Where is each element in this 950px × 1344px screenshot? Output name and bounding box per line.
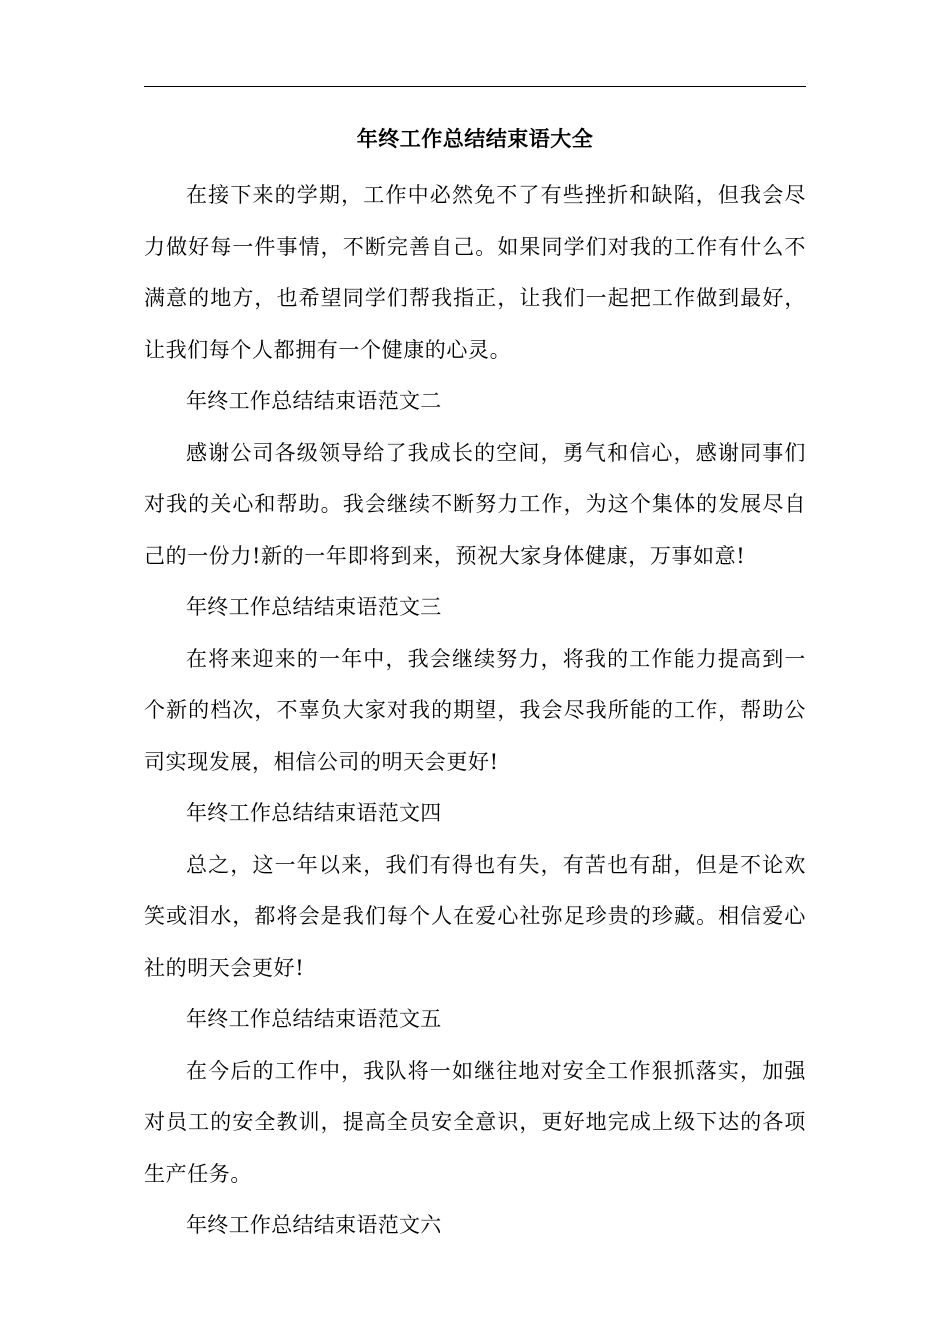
paragraph-3: 在将来迎来的一年中，我会继续努力，将我的工作能力提高到一个新的档次，不辜负大家对我的期望，我会尽我所能的工作，帮助公司实现发展，相信公司的明天会更好! [144, 646, 806, 774]
paragraph-2: 感谢公司各级领导给了我成长的空间，勇气和信心，感谢同事们对我的关心和帮助。我会继续不断努力工作，为这个集体的发展尽自己的一份力!新的一年即将到来，预祝大家身体健康，万事如意! [144, 440, 806, 568]
paragraph-intro: 在接下来的学期，工作中必然免不了有些挫折和缺陷，但我会尽力做好每一件事情，不断完善自己。如果同学们对我的工作有什么不满意的地方，也希望同学们帮我指正，让我们一起把工作做到最好，让我们每个人都拥有一个健康的心灵。 [144, 183, 806, 362]
section-heading-3: 年终工作总结结束语范文三 [186, 595, 442, 619]
document-body [144, 170, 806, 1252]
header-rule [144, 86, 806, 87]
section-heading-2: 年终工作总结结束语范文二 [186, 389, 442, 413]
paragraph-5: 在今后的工作中，我队将一如继往地对安全工作狠抓落实，加强对员工的安全教训，提高全员安全意识，更好地完成上级下达的各项生产任务。 [144, 1058, 806, 1186]
section-heading-5: 年终工作总结结束语范文五 [186, 1007, 442, 1031]
document-title: 年终工作总结结束语大全 [356, 126, 594, 151]
section-heading-4: 年终工作总结结束语范文四 [186, 801, 442, 825]
paragraph-4: 总之，这一年以来，我们有得也有失，有苦也有甜，但是不论欢笑或泪水，都将会是我们每个人在爱心社弥足珍贵的珍藏。相信爱心社的明天会更好! [144, 852, 806, 980]
section-heading-6: 年终工作总结结束语范文六 [186, 1213, 442, 1237]
